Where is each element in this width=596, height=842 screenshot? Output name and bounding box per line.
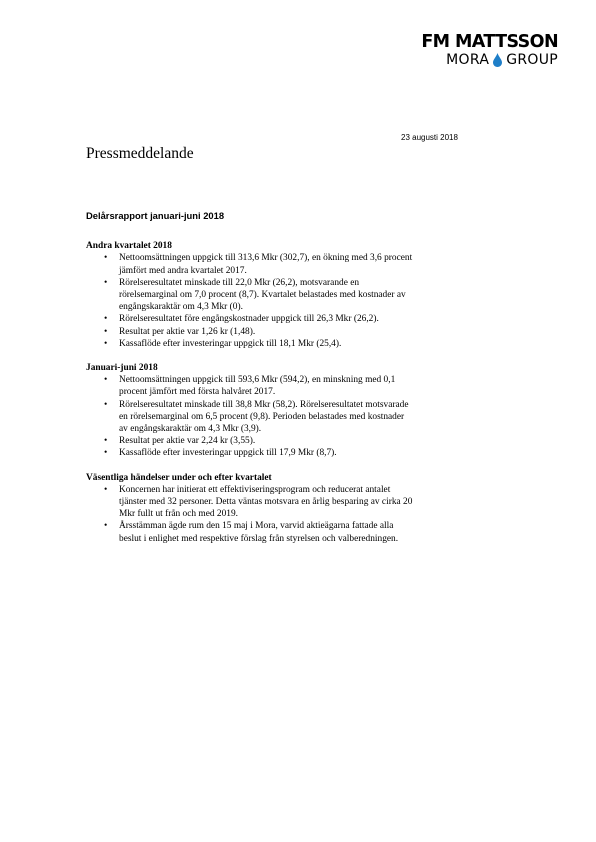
list-item-line: beslut i enlighet med respektive förslag från styrelsen och valberedningen. bbox=[119, 533, 399, 544]
bullet-marker: • bbox=[104, 375, 108, 386]
water-drop-icon bbox=[493, 53, 502, 67]
bullet-marker: • bbox=[104, 484, 108, 495]
list-item-line: procent jämfört med första halvåret 2017. bbox=[119, 387, 276, 398]
logo-mora: MORA bbox=[446, 52, 490, 68]
list-item-line: Mkr fullt ut från och med 2019. bbox=[119, 509, 238, 520]
logo-group: GROUP bbox=[506, 52, 558, 68]
bullet-marker: • bbox=[104, 326, 108, 337]
list-item-line: Rörelseresultatet minskade till 22,0 Mkr (26,2), motsvarande en bbox=[119, 277, 360, 288]
list-item bbox=[86, 252, 486, 276]
list-item-line: Koncernen har initierat ett effektiviseringsprogram och reducerat antalet bbox=[119, 484, 391, 495]
list-item bbox=[86, 399, 486, 436]
list-item-line: Nettoomsättningen uppgick till 593,6 Mkr (594,2), en minskning med 0,1 bbox=[119, 375, 396, 386]
list-item bbox=[86, 326, 486, 338]
list-item-line: Rörelseresultatet minskade till 38,8 Mkr (58,2). Rörelseresultatet motsvarade bbox=[119, 399, 409, 410]
list-item bbox=[86, 338, 486, 350]
release-date: 23 augusti 2018 bbox=[401, 133, 458, 142]
report-title: Delårsrapport januari-juni 2018 bbox=[86, 210, 225, 221]
bullet-marker: • bbox=[104, 399, 108, 410]
bullet-marker: • bbox=[104, 521, 108, 532]
bullet-list bbox=[86, 252, 486, 350]
section-title: Andra kvartalet 2018 bbox=[86, 241, 172, 252]
bullet-marker: • bbox=[104, 338, 108, 349]
bullet-list bbox=[86, 484, 486, 545]
list-item bbox=[86, 374, 486, 398]
list-item-line: jämfört med andra kvartalet 2017. bbox=[119, 265, 247, 276]
bullet-list bbox=[86, 374, 486, 459]
list-item-line: rörelsemarginal om 7,0 procent (8,7). Kvartalet belastades med kostnader av bbox=[119, 290, 406, 301]
bullet-marker: • bbox=[104, 436, 108, 447]
list-item bbox=[86, 447, 486, 459]
list-item-line: av engångskaraktär om 4,3 Mkr (3,9). bbox=[119, 424, 262, 435]
bullet-marker: • bbox=[104, 253, 108, 264]
list-item-line: Resultat per aktie var 1,26 kr (1,48). bbox=[119, 326, 256, 337]
logo-subline bbox=[412, 51, 558, 69]
list-item-line: Årsstämman ägde rum den 15 maj i Mora, varvid aktieägarna fattade alla bbox=[119, 521, 394, 532]
list-item-line: Kassaflöde efter investeringar uppgick till 18,1 Mkr (25,4). bbox=[119, 338, 342, 349]
list-item-line: Kassaflöde efter investeringar uppgick till 17,9 Mkr (8,7). bbox=[119, 448, 337, 459]
list-item bbox=[86, 435, 486, 447]
list-item bbox=[86, 520, 486, 544]
list-item-line: Resultat per aktie var 2,24 kr (3,55). bbox=[119, 436, 256, 447]
bullet-marker: • bbox=[104, 314, 108, 325]
company-logo bbox=[412, 33, 558, 69]
page-title: Pressmeddelande bbox=[86, 145, 194, 162]
list-item-line: en rörelsemarginal om 6,5 procent (9,8). Perioden belastades med kostnader bbox=[119, 411, 405, 422]
list-item bbox=[86, 277, 486, 314]
list-item-line: Nettoomsättningen uppgick till 313,6 Mkr (302,7), en ökning med 3,6 procent bbox=[119, 253, 413, 264]
list-item bbox=[86, 484, 486, 521]
bullet-marker: • bbox=[104, 277, 108, 288]
list-item-line: engångskaraktär om 4,3 Mkr (0). bbox=[119, 302, 243, 313]
section-title: Januari-juni 2018 bbox=[86, 363, 158, 374]
list-item-line: Rörelseresultatet före engångskostnader uppgick till 26,3 Mkr (26,2). bbox=[119, 314, 379, 325]
section-title: Väsentliga händelser under och efter kvartalet bbox=[86, 472, 272, 483]
logo-wordmark: FM MATTSSON bbox=[421, 32, 558, 52]
document-body bbox=[86, 210, 486, 557]
bullet-marker: • bbox=[104, 448, 108, 459]
list-item-line: tjänster med 32 personer. Detta väntas motsvara en årlig besparing av cirka 20 bbox=[119, 497, 413, 508]
list-item bbox=[86, 313, 486, 325]
